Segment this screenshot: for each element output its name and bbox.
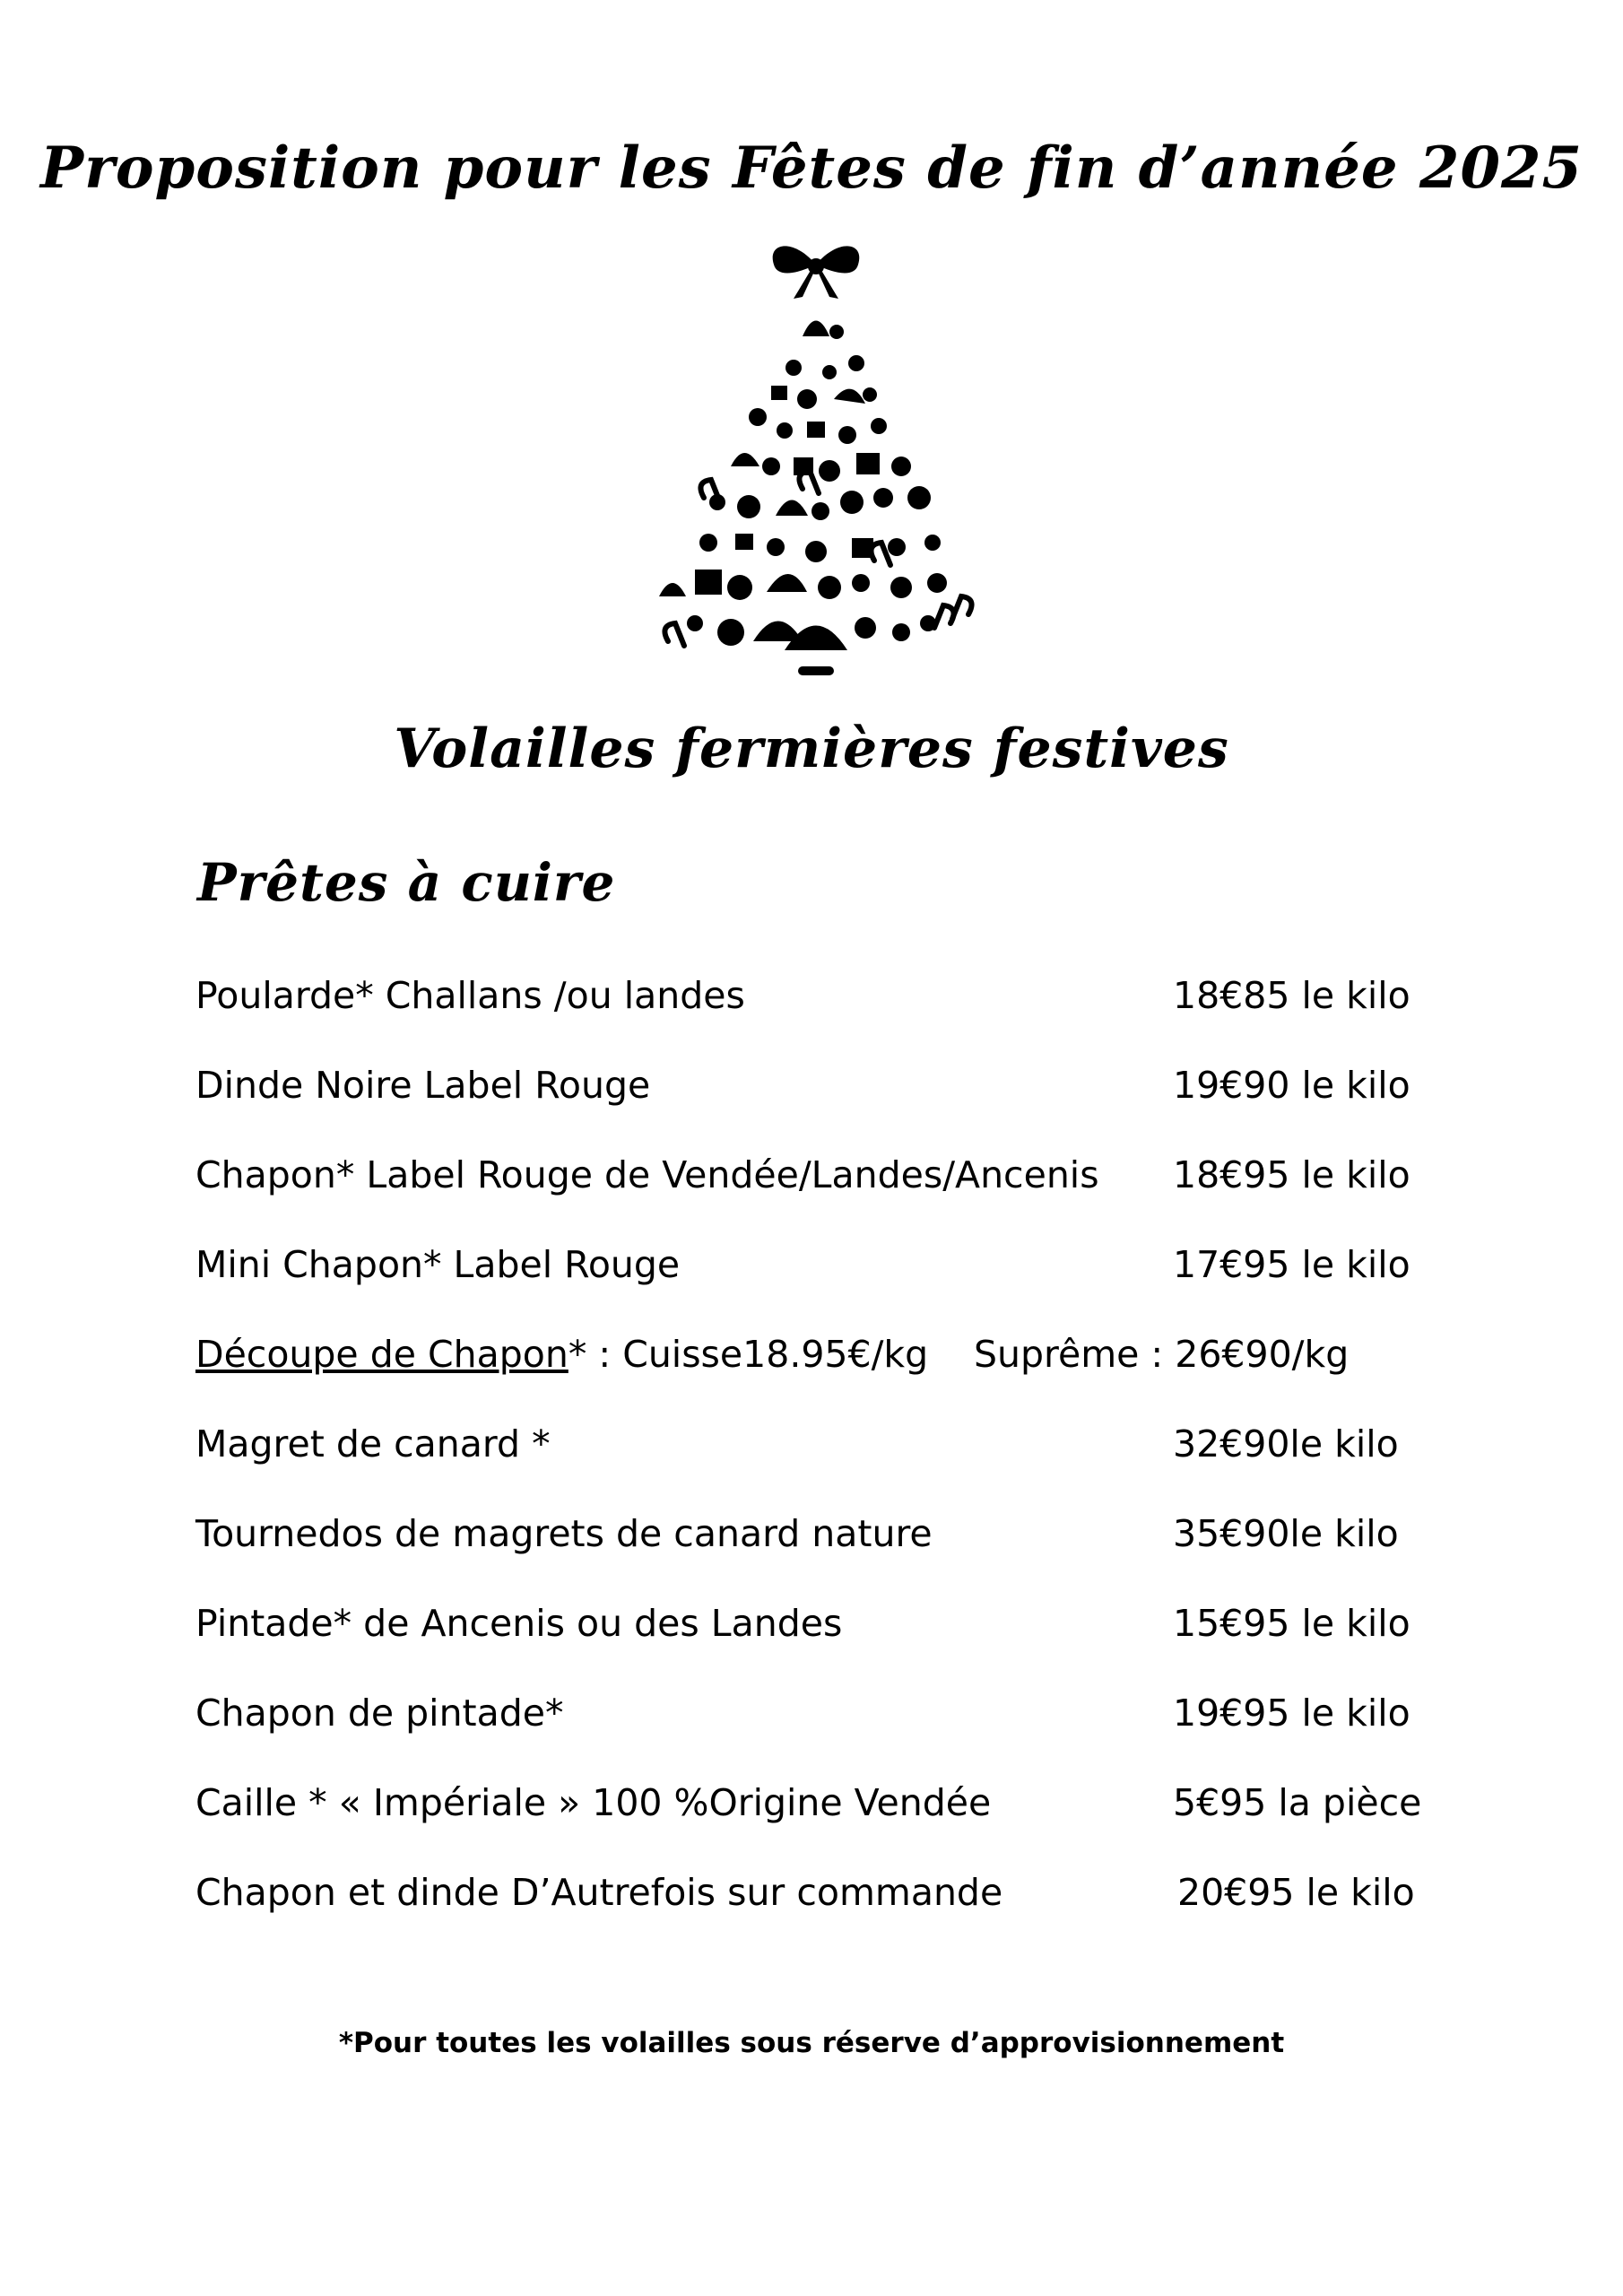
- christmas-tree-icon: [641, 229, 991, 686]
- subtitle: Volailles fermières festives: [394, 718, 1229, 780]
- decoupe-title: Découpe de Chapon: [195, 1333, 568, 1376]
- item-price: 17€95 le kilo: [1173, 1243, 1410, 1286]
- list-item: [195, 1233, 1433, 1296]
- bow-icon: [773, 246, 860, 299]
- item-price: 35€90le kilo: [1173, 1512, 1399, 1555]
- page-title: Proposition pour les Fêtes de fin d’année 2025: [39, 135, 1584, 202]
- item-price: 32€90le kilo: [1173, 1422, 1399, 1465]
- footnote: *Pour toutes les volailles sous réserve d’approvisionnement: [338, 2027, 1285, 2059]
- item-label: Chapon et dinde D’Autrefois sur commande: [195, 1871, 1003, 1914]
- list-item: [195, 1771, 1433, 1834]
- item-price: 18€85 le kilo: [1173, 974, 1410, 1017]
- item-label: Magret de canard *: [195, 1422, 551, 1465]
- item-label: Poularde* Challans /ou landes: [195, 974, 745, 1017]
- decoupe-row: [195, 1323, 1433, 1386]
- list-item: [195, 1144, 1433, 1206]
- list-item: [195, 1054, 1433, 1117]
- decoupe-label: [195, 1323, 928, 1386]
- item-label: Chapon de pintade*: [195, 1692, 564, 1735]
- item-price: 15€95 le kilo: [1173, 1602, 1410, 1645]
- list-item: [195, 964, 1433, 1027]
- list-item: [195, 1861, 1433, 1924]
- item-label: Chapon* Label Rouge de Vendée/Landes/Ancenis: [195, 1153, 1099, 1196]
- item-price: 19€90 le kilo: [1173, 1064, 1410, 1107]
- item-label: Tournedos de magrets de canard nature: [195, 1512, 933, 1555]
- list-item: [195, 1502, 1433, 1565]
- item-price: 19€95 le kilo: [1173, 1692, 1410, 1735]
- list-item: [195, 1592, 1433, 1655]
- list-item: [195, 1413, 1433, 1475]
- item-price: 18€95 le kilo: [1173, 1153, 1410, 1196]
- list-item: [195, 1682, 1433, 1744]
- item-label: Mini Chapon* Label Rouge: [195, 1243, 681, 1286]
- section-heading: Prêtes à cuire: [197, 852, 616, 913]
- item-label: Dinde Noire Label Rouge: [195, 1064, 651, 1107]
- item-price: 5€95 la pièce: [1173, 1781, 1422, 1824]
- decoupe-cuisse: * : Cuisse18.95€/kg: [568, 1333, 929, 1376]
- decoupe-supreme: Suprême : 26€90/kg: [974, 1333, 1350, 1376]
- item-label: Pintade* de Ancenis ou des Landes: [195, 1602, 843, 1645]
- item-price: 20€95 le kilo: [1177, 1871, 1415, 1914]
- item-label: Caille * « Impériale » 100 %Origine Vendée: [195, 1781, 992, 1824]
